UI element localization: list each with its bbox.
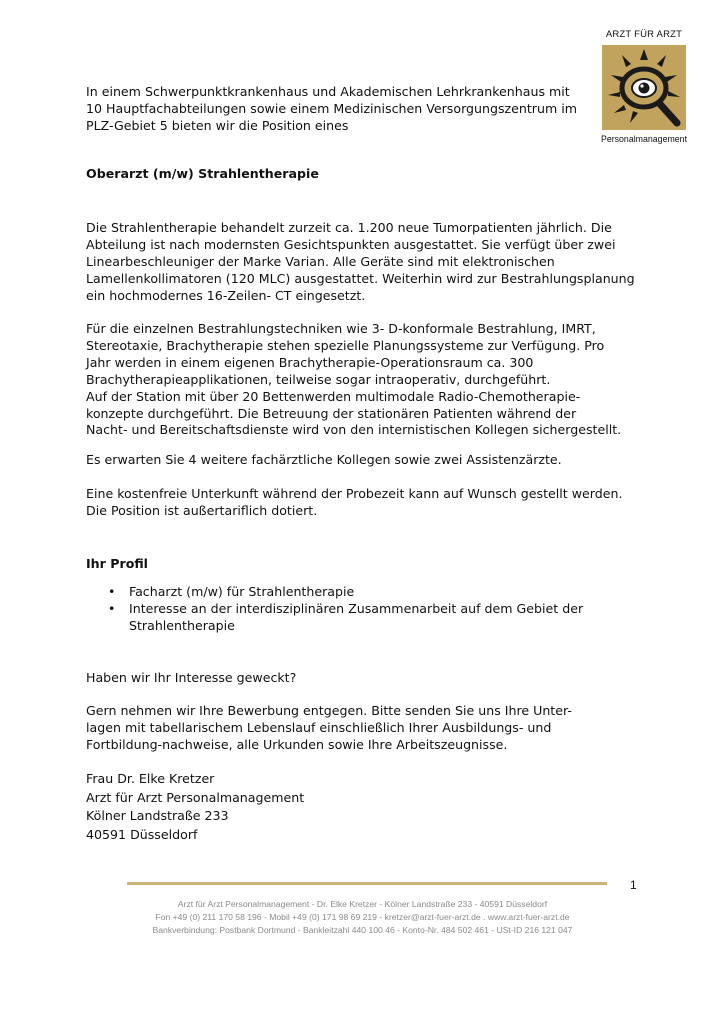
paragraph-line: Eine kostenfreie Unterkunft während der Probezeit kann auf Wunsch gestellt werden. (86, 486, 623, 501)
job-title: Oberarzt (m/w) Strahlentherapie (86, 166, 319, 181)
paragraph-line: Es erwarten Sie 4 weitere fachärztliche Kollegen sowie zwei Assistenzärzte. (86, 452, 562, 467)
paragraph-line: Jahr werden in einem eigenen Brachytherapie-Operationsraum ca. 300 (86, 354, 534, 370)
profile-heading: Ihr Profil (86, 556, 148, 571)
intro-line: 10 Hauptfachabteilungen sowie einem Medizinischen Versorgungszentrum im (86, 100, 578, 116)
logo-top-text: ARZT FÜR ARZT (605, 29, 683, 40)
paragraph-line: Abteilung ist nach modernsten Gesichtspunkten ausgestattet. Sie verfügt über zwei (86, 236, 616, 252)
footer-line: Bankverbindung: Postbank Dortmund - Bankleitzahl 440 100 46 - Konto-Nr. 484 502 461 - USt-ID 216 121 047 (152, 925, 573, 935)
paragraph-line: ein hochmodernes 16-Zeilen- CT eingesetzt. (86, 287, 366, 303)
footer (90, 898, 635, 937)
contact-company: Arzt für Arzt Personalmanagement (86, 789, 305, 805)
list-item-text: Interesse an der interdisziplinären Zusammenarbeit auf dem Gebiet der (129, 600, 584, 616)
paragraph-line: Auf der Station mit über 20 Bettenwerden multimodale Radio-Chemotherapie- (86, 388, 581, 404)
paragraph-line: Linearbeschleuniger der Marke Varian. Alle Geräte sind mit elektronischen (86, 253, 555, 269)
intro-paragraph (86, 84, 646, 135)
list-item (86, 601, 646, 635)
paragraph-line: Brachytherapieapplikationen, teilweise sogar intraoperativ, durchgeführt. (86, 371, 551, 387)
interest-question: Haben wir Ihr Interesse geweckt? (86, 670, 297, 685)
page-number: 1 (630, 878, 637, 892)
colleagues-paragraph (86, 452, 646, 469)
paragraph-line: Für die einzelnen Bestrahlungstechniken wie 3- D-konformale Bestrahlung, IMRT, (86, 321, 596, 336)
contact-city: 40591 Düsseldorf (86, 826, 198, 842)
paragraph-line: lagen mit tabellarischem Lebenslauf einschließlich Ihrer Ausbildungs- und (86, 719, 552, 735)
paragraph-line: Die Strahlentherapie behandelt zurzeit ca. 1.200 neue Tumorpatienten jährlich. Die (86, 220, 612, 235)
bullet-icon: • (108, 584, 116, 599)
profile-list (86, 584, 646, 635)
list-item-text: Strahlentherapie (129, 617, 235, 633)
department-paragraph (86, 220, 646, 305)
paragraph-line: Gern nehmen wir Ihre Bewerbung entgegen. Bitte senden Sie uns Ihre Unter- (86, 703, 572, 718)
paragraph-line: Fortbildung-nachweise, alle Urkunden sowie Ihre Arbeitszeugnisse. (86, 736, 508, 752)
contact-address (86, 770, 646, 844)
contact-street: Kölner Landstraße 233 (86, 808, 229, 824)
intro-line: In einem Schwerpunktkrankenhaus und Akademischen Lehrkrankenhaus mit (86, 84, 570, 99)
list-item-text: Facharzt (m/w) für Strahlentherapie (129, 584, 355, 599)
bullet-icon: • (108, 600, 116, 616)
logo-bottom-text: Personalmanagement (600, 134, 688, 144)
intro-line: PLZ-Gebiet 5 bieten wir die Position eines (86, 117, 349, 133)
paragraph-line: konzepte durchgeführt. Die Betreuung der stationären Patienten während der (86, 405, 577, 421)
techniques-paragraph (86, 321, 646, 439)
paragraph-line: Lamellenkollimatoren (120 MLC) ausgestattet. Weiterhin wird zur Bestrahlungsplanung (86, 270, 635, 286)
accommodation-paragraph (86, 486, 646, 520)
footer-divider (127, 882, 607, 885)
list-item (86, 584, 646, 601)
application-paragraph (86, 703, 646, 754)
footer-line: Fon +49 (0) 211 170 58 196 - Mobil +49 (0) 171 98 69 219 - kretzer@arzt-fuer-arzt.de . www.arzt-fuer-arzt.de (155, 912, 570, 922)
paragraph-line: Die Position ist außertariflich dotiert. (86, 502, 318, 518)
contact-name: Frau Dr. Elke Kretzer (86, 771, 215, 786)
paragraph-line: Nacht- und Bereitschaftsdienste wird von den internistischen Kollegen sichergestellt. (86, 422, 622, 438)
footer-line: Arzt für Arzt Personalmanagement - Dr. Elke Kretzer - Kölner Landstraße 233 - 40591 Düsseldorf (177, 899, 548, 909)
paragraph-line: Stereotaxie, Brachytherapie stehen spezielle Planungssysteme zur Verfügung. Pro (86, 337, 605, 353)
